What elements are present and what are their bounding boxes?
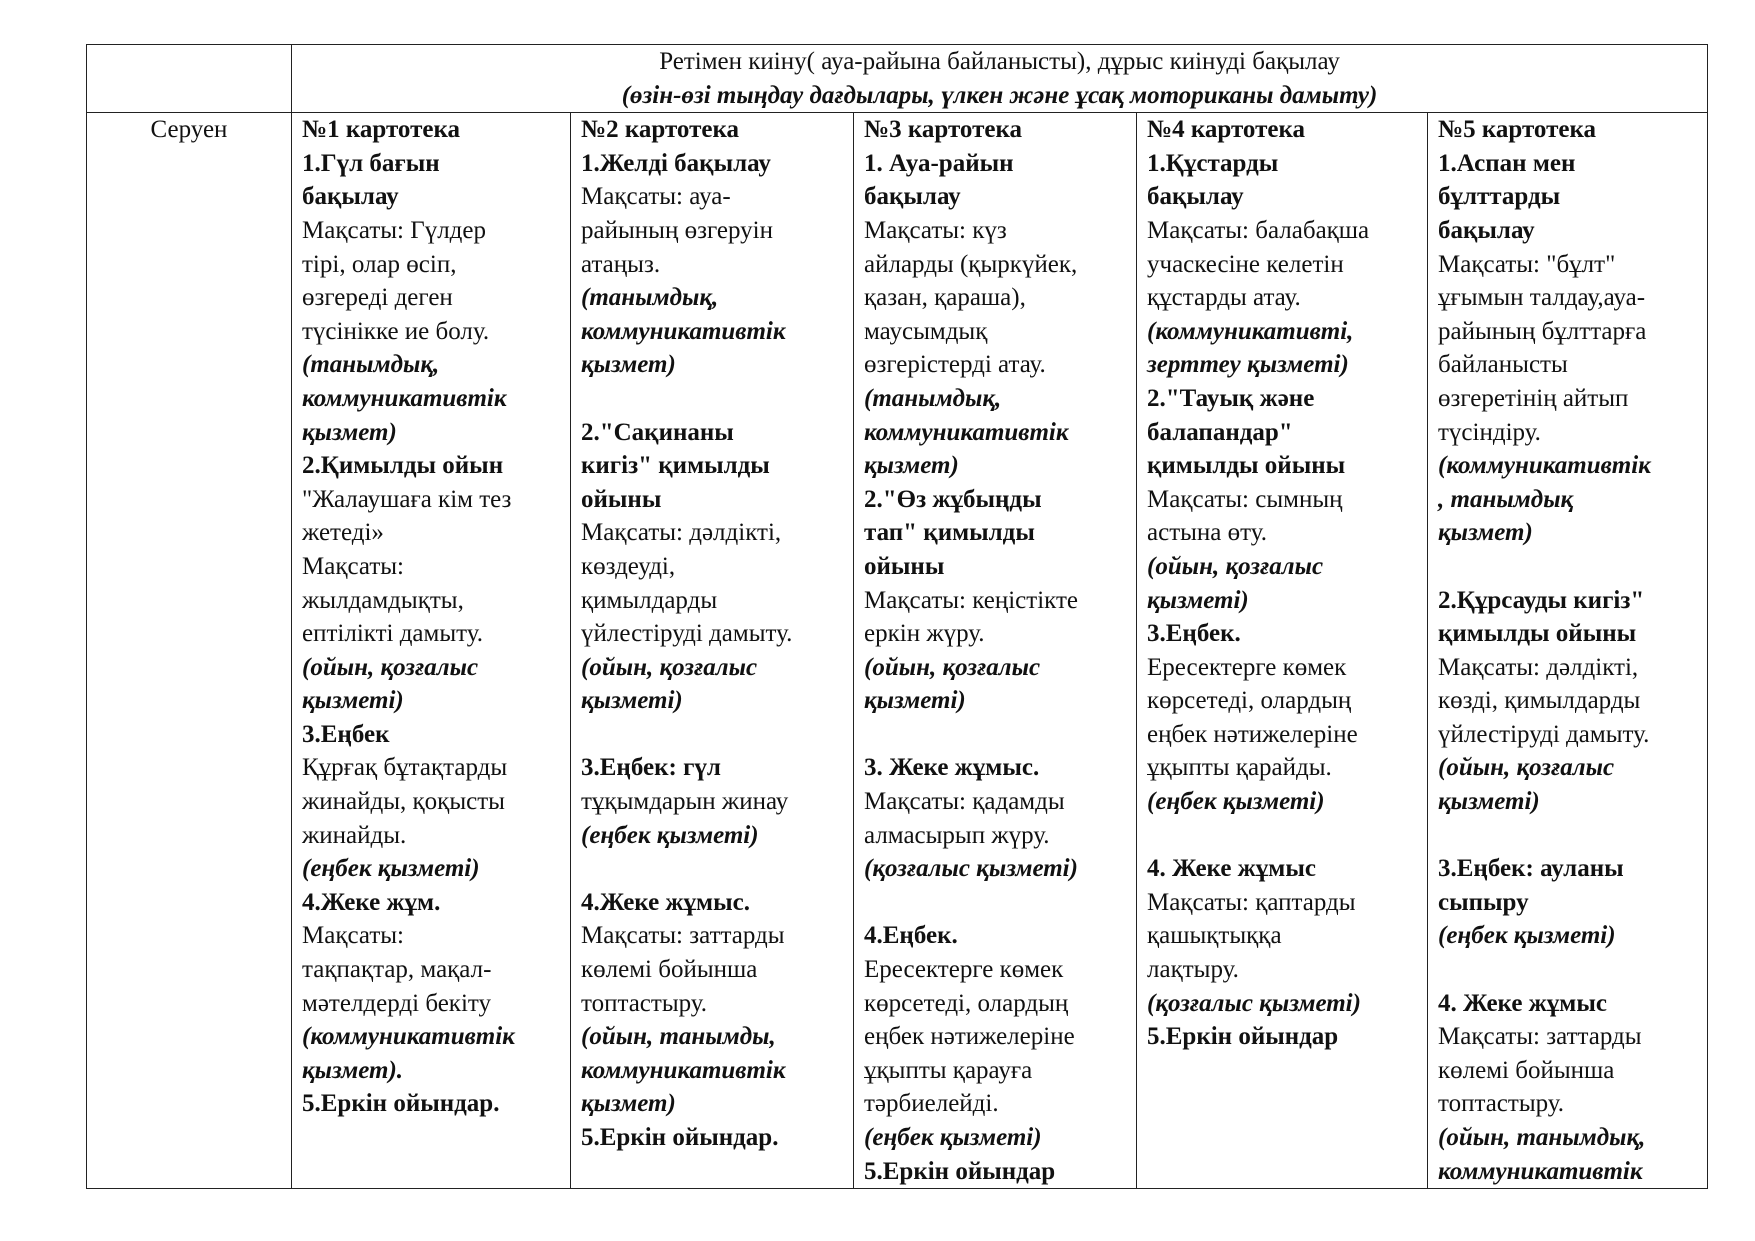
card-line	[581, 382, 843, 416]
card-line: жинайды, қоқысты	[302, 788, 505, 816]
card-line: көрсетеді, олардың	[1147, 687, 1352, 715]
card-line: Мақсаты: балабақша	[1147, 216, 1370, 244]
card-line: айларды (қыркүйек,	[864, 250, 1078, 278]
row-label-cell	[87, 113, 292, 1189]
card-line: 2.Құрсауды кигіз"	[1438, 586, 1645, 614]
card-line: (ойын, танымдық,	[1438, 1124, 1646, 1151]
card-line: Мақсаты: "бұлт"	[1438, 250, 1616, 278]
card-line: 5.Еркін ойындар	[1147, 1023, 1339, 1051]
card-line: қызметі)	[581, 687, 683, 715]
card-line: қызмет)	[302, 418, 397, 446]
card-line: құстарды атау.	[1147, 284, 1301, 312]
card-line: 2."Тауық және	[1147, 384, 1315, 412]
card-line: 4.Еңбек.	[864, 922, 958, 950]
card-line: түсіндіру.	[1438, 418, 1541, 446]
card-line: қызметі)	[864, 687, 966, 715]
card-line: көздеуді,	[581, 552, 676, 580]
card-line: (еңбек қызметі)	[1438, 922, 1616, 950]
card-line: Мақсаты:	[302, 552, 404, 580]
card-line: үйлестіруді дамыту.	[581, 620, 793, 648]
card-line: "Жалаушаға кім тез	[302, 485, 512, 513]
card-line: көлемі бойынша	[581, 956, 758, 984]
activity-plan-table	[86, 44, 1708, 1189]
card-line: ұғымын талдау,ауа-	[1438, 284, 1646, 312]
card-line: Мақсаты:	[302, 922, 404, 950]
card-line: бақылау	[864, 183, 961, 211]
card-line: учаскесіне келетін	[1147, 250, 1344, 278]
card-line: №1 картотека	[302, 116, 460, 144]
card-line: коммуникативтік	[864, 418, 1069, 446]
card-line: (қозғалыс қызметі)	[1147, 989, 1361, 1017]
card-line: бақылау	[1438, 216, 1535, 244]
card-line: 4. Жеке жұмыс	[1438, 989, 1607, 1017]
card-line: , танымдық	[1438, 485, 1574, 513]
card-line	[1438, 550, 1697, 584]
card-line: 2."Сақинаны	[581, 418, 734, 446]
card-line: (коммуникативтік	[302, 1023, 515, 1051]
card-line: бұлттарды	[1438, 183, 1561, 211]
card-line: Мақсаты: дәлдікті,	[1438, 653, 1639, 681]
card-line: Мақсаты: заттарды	[1438, 1023, 1642, 1051]
card-line: Мақсаты: сымның	[1147, 485, 1343, 513]
card-line: балапандар"	[1147, 418, 1293, 446]
card-line: Мақсаты: кеңістікте	[864, 586, 1078, 614]
card-line: көзді, қимылдарды	[1438, 687, 1641, 715]
card-line: қызметі)	[1147, 586, 1249, 614]
card-line: Мақсаты: қадамды	[864, 788, 1065, 816]
card-line: өзгеретінің айтып	[1438, 384, 1629, 412]
card-line: қызметі)	[1438, 788, 1540, 816]
card-line: (еңбек қызметі)	[864, 1124, 1042, 1151]
card-line: тап" қимылды	[864, 519, 1035, 547]
card-line: астына өту.	[1147, 519, 1267, 547]
card-line: зерттеу қызметі)	[1147, 351, 1349, 379]
card-line: (ойын, қозғалыс	[302, 653, 479, 681]
card-line: топтастыру.	[581, 989, 708, 1017]
card-line: байланысты	[1438, 351, 1568, 379]
card-line: 1. Ауа-райын	[864, 149, 1014, 177]
card-line: қызмет).	[302, 1056, 404, 1084]
card-line: (еңбек қызметі)	[581, 821, 759, 849]
card-line: қазан, қараша),	[864, 284, 1026, 312]
card-line: тәрбиелейді.	[864, 1090, 999, 1118]
card-line	[864, 886, 1126, 920]
card-line	[1438, 953, 1697, 987]
card-line: №4 картотека	[1147, 116, 1305, 144]
card-line: райының өзгеруін	[581, 216, 773, 244]
card-line: ойыны	[581, 485, 662, 513]
card-line: үйлестіруді дамыту.	[1438, 720, 1650, 748]
document-page	[86, 44, 1707, 1189]
card-line	[1147, 819, 1417, 853]
card-line: атаңыз.	[581, 250, 661, 278]
card-line: (танымдық,	[302, 351, 440, 379]
card-line: көлемі бойынша	[1438, 1056, 1615, 1084]
card-line	[581, 718, 843, 752]
card-line: 5.Еркін ойындар.	[302, 1090, 500, 1118]
card-line: еңбек нәтижелеріне	[864, 1023, 1075, 1051]
header-cell	[292, 45, 1708, 113]
card-line: Мақсаты: күз	[864, 216, 1007, 244]
card-line: Ересектерге көмек	[864, 956, 1064, 984]
card-line: 5.Еркін ойындар	[864, 1157, 1056, 1185]
card-line: тірі, олар өсіп,	[302, 250, 457, 278]
card-line: 3. Жеке жұмыс.	[864, 754, 1040, 782]
card-line: еркін жүру.	[864, 620, 985, 648]
row-label: Серуен	[150, 116, 228, 144]
card-line: 2.Қимылды ойын	[302, 452, 504, 480]
card-line: №3 картотека	[864, 116, 1022, 144]
walk-row	[87, 113, 1708, 1189]
header-title: Ретімен киіну( ауа-райына байланысты), дұрыс киінуді бақылау	[659, 48, 1340, 75]
card-line: бақылау	[302, 183, 399, 211]
card-line: Мақсаты: ауа-	[581, 183, 731, 211]
card-line: 3.Еңбек.	[1147, 620, 1241, 648]
card-line: қимылды ойыны	[1147, 452, 1346, 480]
card-line: лақтыру.	[1147, 956, 1239, 984]
card-line: 4. Жеке жұмыс	[1147, 855, 1316, 883]
card-line: (ойын, қозғалыс	[581, 653, 758, 681]
card-line: қызмет)	[581, 1090, 676, 1118]
card-line: (еңбек қызметі)	[302, 855, 480, 883]
card-line: (танымдық,	[581, 284, 719, 312]
card-line: 1.Гүл бағын	[302, 149, 440, 177]
card-line: Мақсаты: заттарды	[581, 922, 785, 950]
card-column-1	[292, 113, 571, 1189]
card-column-2	[571, 113, 854, 1189]
card-line: қимылды ойыны	[1438, 620, 1637, 648]
card-line: алмасырып жүру.	[864, 821, 1050, 849]
card-line: ептілікті дамыту.	[302, 620, 483, 648]
card-line: 4.Жеке жұмыс.	[581, 888, 750, 916]
card-line: бақылау	[1147, 183, 1244, 211]
card-line: тақпақтар, мақал-	[302, 956, 492, 984]
card-line	[1438, 819, 1697, 853]
card-line: (қозғалыс қызметі)	[864, 855, 1078, 883]
card-line: өзгереді деген	[302, 284, 453, 312]
header-subtitle: (өзін-өзі тыңдау дағдылары, үлкен және ұсақ моториканы дамыту)	[621, 81, 1378, 109]
card-line: сыпыру	[1438, 888, 1529, 916]
card-line: ұқыпты қарайды.	[1147, 754, 1332, 782]
card-line: (ойын, танымды,	[581, 1023, 776, 1051]
card-line: коммуникативтік	[302, 384, 507, 412]
empty-corner-cell	[87, 45, 292, 113]
card-line: өзгерістерді атау.	[864, 351, 1046, 379]
card-line: 1.Аспан мен	[1438, 149, 1576, 177]
card-line: Мақсаты: дәлдікті,	[581, 519, 782, 547]
card-line: қызмет)	[581, 351, 676, 379]
card-line: 5.Еркін ойындар.	[581, 1124, 779, 1151]
card-column-4	[1137, 113, 1428, 1189]
card-column-3	[854, 113, 1137, 1189]
card-line: (ойын, қозғалыс	[864, 653, 1041, 681]
card-column-5	[1428, 113, 1708, 1189]
card-line	[581, 852, 843, 886]
card-line: №2 картотека	[581, 116, 739, 144]
card-line: ойыны	[864, 552, 945, 580]
card-line	[864, 718, 1126, 752]
card-line: коммуникативтік	[581, 1056, 786, 1084]
card-line: (ойын, қозғалыс	[1438, 754, 1615, 782]
card-line: коммуникативтік	[1438, 1157, 1643, 1185]
card-line: 1.Желді бақылау	[581, 149, 771, 177]
card-line: Мақсаты: қаптарды	[1147, 888, 1356, 916]
card-line: еңбек нәтижелеріне	[1147, 720, 1358, 748]
card-line: түсінікке ие болу.	[302, 317, 490, 345]
card-line: тұқымдарын жинау	[581, 788, 789, 816]
card-line: маусымдық	[864, 317, 988, 345]
card-line: (коммуникативтік	[1438, 452, 1651, 480]
card-line: коммуникативтік	[581, 317, 786, 345]
card-line: 2."Өз жұбыңды	[864, 485, 1042, 513]
card-line: Ересектерге көмек	[1147, 653, 1347, 681]
card-line: (танымдық,	[864, 384, 1002, 412]
card-line: 1.Құстарды	[1147, 149, 1279, 177]
card-line: жетеді»	[302, 519, 384, 547]
card-line: (еңбек қызметі)	[1147, 788, 1325, 816]
card-line: мәтелдерді бекіту	[302, 989, 491, 1017]
card-line: қызметі)	[302, 687, 404, 715]
card-line: қызмет)	[864, 452, 959, 480]
card-line: ұқыпты қарауға	[864, 1056, 1033, 1084]
card-line: 3.Еңбек: гүл	[581, 754, 721, 782]
card-line: (коммуникативті,	[1147, 317, 1354, 345]
card-line: қашықтыққа	[1147, 922, 1282, 950]
card-line: 3.Еңбек: ауланы	[1438, 855, 1624, 883]
card-line: Құрғақ бұтақтарды	[302, 754, 508, 782]
card-line: қызмет)	[1438, 519, 1533, 547]
header-row	[87, 45, 1708, 113]
card-line: 3.Еңбек	[302, 720, 390, 748]
card-line: 4.Жеке жұм.	[302, 888, 441, 916]
card-line: жинайды.	[302, 821, 407, 849]
card-line: №5 картотека	[1438, 116, 1596, 144]
card-line: кигіз" қимылды	[581, 452, 770, 480]
card-line: көрсетеді, олардың	[864, 989, 1069, 1017]
card-line: қимылдарды	[581, 586, 718, 614]
card-line: (ойын, қозғалыс	[1147, 552, 1324, 580]
card-line: райының бұлттарға	[1438, 317, 1647, 345]
card-line: топтастыру.	[1438, 1090, 1565, 1118]
card-line: Мақсаты: Гүлдер	[302, 216, 486, 244]
card-line: жылдамдықты,	[302, 586, 464, 614]
